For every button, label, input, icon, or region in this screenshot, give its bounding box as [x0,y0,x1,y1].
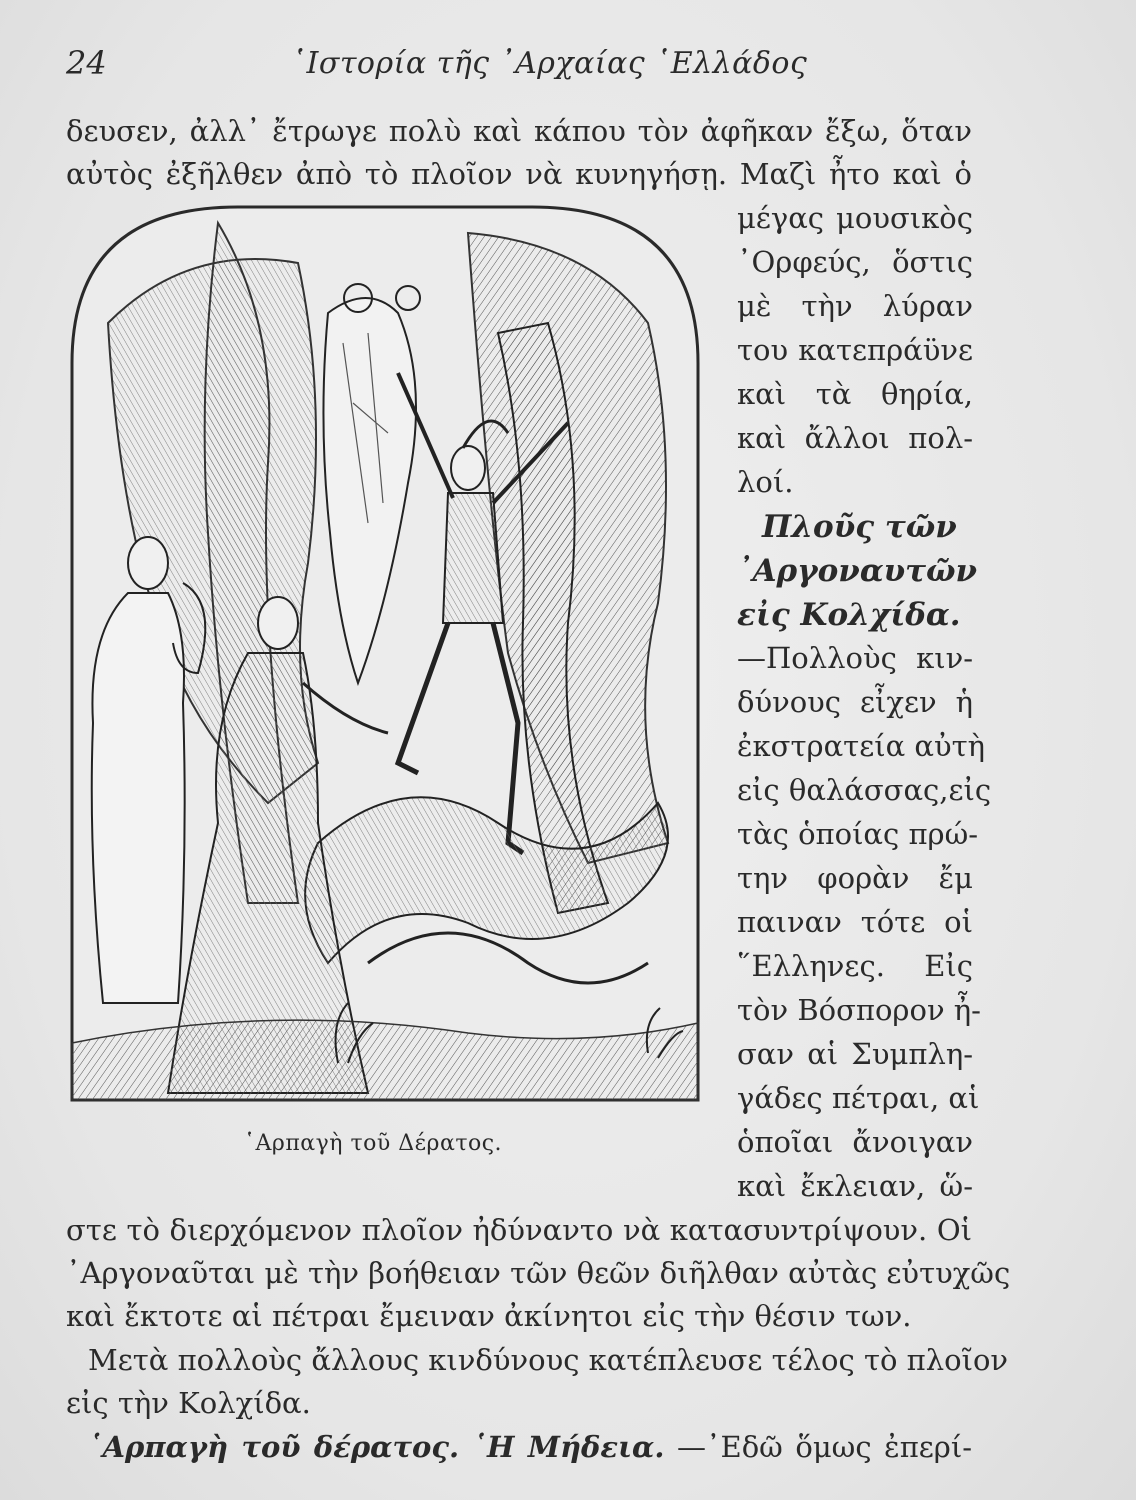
section-heading: Πλοῦς τῶν [762,509,957,545]
column-line: εἰς θαλάσσας,εἰς [737,773,992,807]
engraving-illustration [68,203,702,1106]
text-line: δευσεν, ἀλλ᾿ ἔτρωγε πολὺ καὶ κάπου τὸν ἀφῆκαν ἔξω, ὅταν [66,114,972,148]
column-line: καὶ ἔκλειαν, ὥ- [737,1169,973,1203]
subsection-line [88,1430,972,1464]
running-title: ῾Ιστορία τῆς ᾿Αρχαίας ῾Ελλάδος [291,46,808,81]
text-line: αὐτὸς ἐξῆλθεν ἀπὸ τὸ πλοῖον νὰ κυνηγήσῃ. Μαζὶ ἦτο καὶ ὁ [66,157,972,191]
column-line: γάδες πέτραι, αἱ [737,1081,980,1115]
column-line: την φορὰν ἔμ [737,861,973,895]
column-line: ᾿Ορφεύς, ὅστις [737,245,973,279]
column-line: τὰς ὁποίας πρώ- [737,817,979,851]
column-line: καὶ ἄλλοι πολ- [737,421,973,455]
section-heading: εἰς Κολχίδα. [737,597,961,633]
page-header [66,44,986,88]
subsection-heading: ῾Αρπαγὴ τοῦ δέρατος. ῾Η Μήδεια. [88,1430,665,1464]
paragraph-line: εἰς τὴν Κολχίδα. [66,1386,311,1420]
engraving-figure [68,203,702,1106]
column-line: καὶ τὰ θηρία, [737,377,973,411]
column-line: του κατεπράϋνε [737,333,973,367]
column-line: μὲ τὴν λύραν [737,289,973,323]
figure-caption: ῾Αρπαγὴ τοῦ Δέρατος. [244,1131,503,1156]
page-number: 24 [66,44,107,82]
column-line: ἐκστρατεία αὐτὴ [737,729,986,763]
text-line: ᾿Αργοναῦται μὲ τὴν βοήθειαν τῶν θεῶν διῆλθαν αὐτὰς εὐτυχῶς [66,1256,1011,1290]
column-line: λοί. [737,465,794,499]
paragraph-line: Μετὰ πολλοὺς ἄλλους κινδύνους κατέπλευσε τέλος τὸ πλοῖον [88,1343,1009,1377]
column-line: —Πολλοὺς κιν- [737,641,973,675]
subsection-text: —᾿Εδῶ ὅμως ἐπερί- [664,1430,972,1464]
column-line: μέγας μουσικὸς [737,201,973,235]
column-line: σαν αἱ Συμπλη- [737,1037,973,1071]
column-line: ὁποῖαι ἄνοιγαν [737,1125,973,1159]
text-line: καὶ ἔκτοτε αἱ πέτραι ἔμειναν ἀκίνητοι εἰς τὴν θέσιν των. [66,1299,912,1333]
section-heading: ᾿Αργοναυτῶν [737,553,978,589]
column-line: παιναν τότε οἱ [737,905,973,939]
text-line: στε τὸ διερχόμενον πλοῖον ἠδύναντο νὰ κατασυντρίψουν. Οἱ [66,1213,972,1247]
column-line: τὸν Βόσπορον ἦ- [737,993,981,1027]
column-line: ῞Ελληνες. Εἰς [737,949,973,983]
column-line: δύνους εἶχεν ἡ [737,685,973,719]
